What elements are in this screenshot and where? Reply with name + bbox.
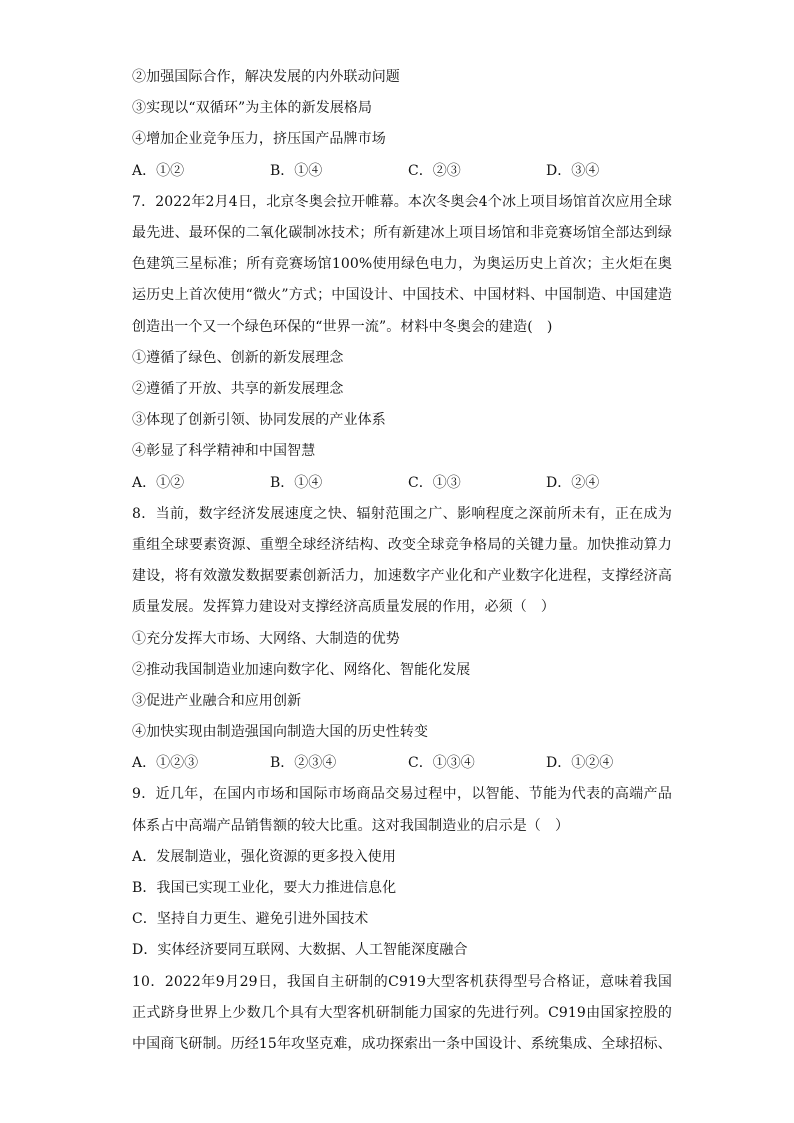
q7-item-1: ①遵循了绿色、创新的新发展理念 bbox=[132, 349, 344, 366]
q6-item-3: ③实现以“双循环”为主体的新发展格局 bbox=[132, 100, 373, 117]
q6-option-d: D．③④ bbox=[546, 162, 600, 179]
q7-stem: 7．2022年2月4日，北京冬奥会拉开帷幕。本次冬奥会4个冰上项目场馆首次应用全球最先进、最环保的二氧化碳制冰技术；所有新建冰上项目场馆和非竞赛场馆全部达到绿色建筑三星标准；所有竞赛场馆100%使用绿色电力，为奥运历史上首次；主火炬在奥运历史上首次使用“微火”方式；中国设计、中国技术、中国材料、中国制造、中国建造创造出一个又一个绿色环保的“世界一流”。材料中冬奥会的建造( ) bbox=[132, 193, 673, 335]
q10-stem: 10．2022年9月29日，我国自主研制的C919大型客机获得型号合格证，意味着我国正式跻身世界上少数几个具有大型客机研制能力国家的先进行列。C919由国家控股的中国商飞研制。历经15年攻坚克难，成功探索出一条中国设计、系统集成、全球招标、 bbox=[132, 973, 672, 1053]
q9-option-c: C．坚持自力更生、避免引进外国技术 bbox=[132, 911, 369, 928]
q8-stem: 8．当前，数字经济发展速度之快、辐射范围之广、影响程度之深前所未有，正在成为重组全球要素资源、重塑全球经济结构、改变全球竞争格局的关键力量。加快推动算力建设，将有效激发数据要素创新活力，加速数字产业化和产业数字化进程，支撑经济高质量发展。发挥算力建设对支撑经济高质量发展的作用，必须（ ） bbox=[132, 505, 672, 616]
q9-option-a: A．发展制造业，强化资源的更多投入使用 bbox=[132, 848, 397, 865]
q8-item-4: ④加快实现由制造强国向制造大国的历史性转变 bbox=[132, 724, 429, 741]
q9-option-b: B．我国已实现工业化，要大力推进信息化 bbox=[132, 880, 397, 897]
q7-item-4: ④彰显了科学精神和中国智慧 bbox=[132, 443, 316, 460]
q6-item-4: ④增加企业竞争压力，挤压国产品牌市场 bbox=[132, 131, 386, 148]
question-content bbox=[132, 62, 672, 1060]
q8-item-3: ③促进产业融合和应用创新 bbox=[132, 692, 302, 709]
q6-option-a: A．①② bbox=[132, 162, 185, 179]
q7-item-2: ②遵循了开放、共享的新发展理念 bbox=[132, 380, 344, 397]
q8-item-2: ②推动我国制造业加速向数字化、网络化、智能化发展 bbox=[132, 661, 471, 678]
q8-option-d: D．①②④ bbox=[546, 755, 614, 772]
q8-item-1: ①充分发挥大市场、大网络、大制造的优势 bbox=[132, 630, 400, 647]
q7-item-3: ③体现了创新引领、协同发展的产业体系 bbox=[132, 412, 386, 429]
q7-option-b: B．①④ bbox=[270, 474, 323, 491]
q7-option-c: C．①③ bbox=[408, 474, 461, 491]
q6-option-b: B．①④ bbox=[270, 162, 323, 179]
q9-option-d: D．实体经济要同互联网、大数据、人工智能深度融合 bbox=[132, 942, 468, 959]
q6-item-2: ②加强国际合作，解决发展的内外联动问题 bbox=[132, 69, 400, 85]
q7-option-d: D．②④ bbox=[546, 474, 600, 491]
q6-options bbox=[132, 156, 672, 187]
q8-option-a: A．①②③ bbox=[132, 755, 199, 772]
q7-option-a: A．①② bbox=[132, 474, 185, 491]
q8-options bbox=[132, 748, 672, 779]
q8-option-b: B．②③④ bbox=[270, 755, 337, 772]
q7-options bbox=[132, 468, 672, 499]
q9-stem: 9．近几年，在国内市场和国际市场商品交易过程中，以智能、节能为代表的高端产品体系占中高端产品销售额的较大比重。这对我国制造业的启示是（ ） bbox=[132, 786, 672, 834]
q6-option-c: C．②③ bbox=[408, 162, 461, 179]
q8-option-c: C．①③④ bbox=[408, 755, 475, 772]
